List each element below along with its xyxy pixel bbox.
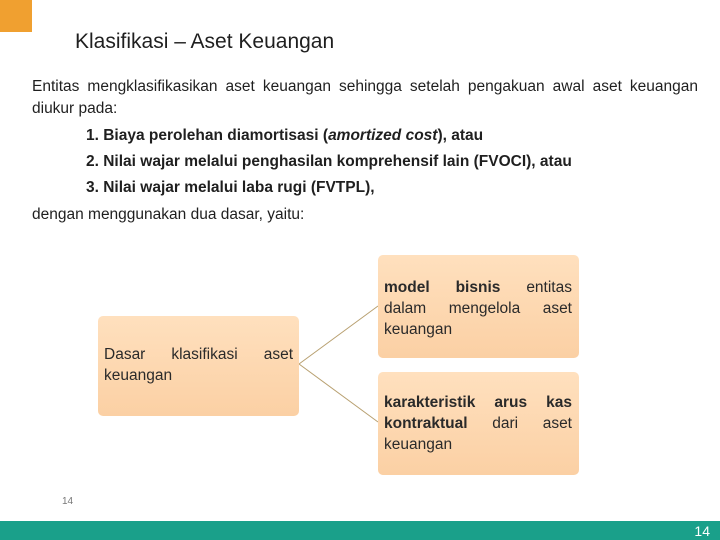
corner-accent-square: [0, 0, 32, 32]
list-item: [86, 123, 572, 149]
measurement-list: [86, 123, 572, 201]
branch-2-text: dari aset keuangan: [384, 415, 572, 453]
slide-number-small: 14: [62, 496, 74, 507]
list-item: 3. Nilai wajar melalui laba rugi (FVTPL),: [86, 179, 375, 196]
diagram-branch-business-model: [378, 255, 579, 358]
connector-line-top: [299, 306, 378, 364]
slide-number: 14: [694, 523, 710, 539]
branch-1-bold-text: model bisnis: [384, 279, 501, 296]
branch-1-text: entitas dalam mengelola aset keuangan: [384, 279, 572, 338]
list-item-1-text: 1. Biaya perolehan diamortisasi (: [86, 127, 329, 144]
intro-paragraph: Entitas mengklasifikasikan aset keuangan sehingga setelah pengakuan awal aset keuangan diukur pada:: [32, 78, 698, 117]
diagram-branch-cash-flow: [378, 372, 579, 475]
list-item-1-italic: amortized cost: [328, 127, 438, 144]
footer-bar: [0, 521, 720, 540]
branch-2-bold-text: karakteristik arus kas kontraktual: [384, 394, 572, 432]
list-item-1-suffix: ), atau: [437, 127, 484, 144]
outro-text: dengan menggunakan dua dasar, yaitu:: [32, 206, 305, 223]
connector-line-bottom: [299, 364, 378, 422]
slide-title: Klasifikasi – Aset Keuangan: [75, 30, 335, 53]
diagram-root-box: Dasar klasifikasi aset keuangan: [98, 316, 299, 416]
list-item: 2. Nilai wajar melalui penghasilan komprehensif lain (FVOCI), atau: [86, 153, 572, 170]
